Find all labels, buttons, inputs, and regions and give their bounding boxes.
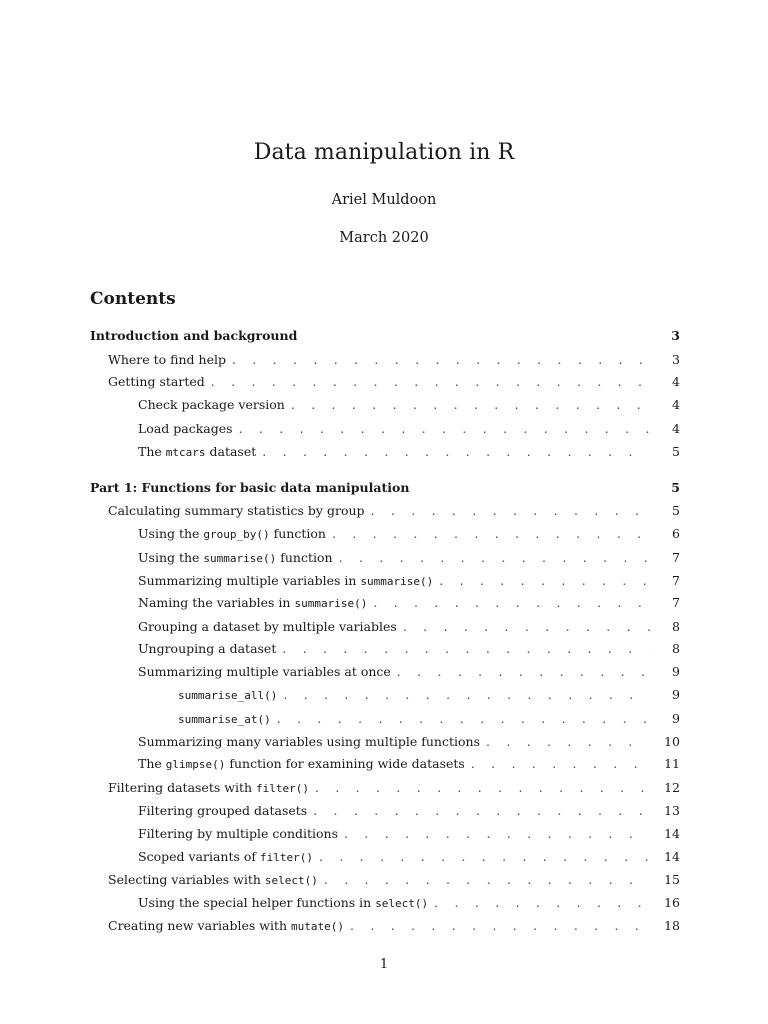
toc-page-number: 3 <box>672 352 680 367</box>
page-number: 1 <box>379 957 389 972</box>
toc-entry-title <box>108 776 309 801</box>
toc-text: Filtering datasets with <box>108 779 256 795</box>
toc-dot-leader <box>282 637 650 661</box>
toc-code-text: filter() <box>260 850 313 864</box>
toc-section[interactable] <box>90 324 680 348</box>
toc-entry[interactable] <box>108 370 680 394</box>
toc-page-number: 16 <box>664 895 680 910</box>
toc-text: Scoped variants of <box>138 848 260 864</box>
toc-text: The <box>138 443 166 459</box>
toc-text: Grouping a dataset by multiple variables <box>138 619 397 634</box>
toc-entry-title <box>138 822 338 846</box>
toc-page-number: 12 <box>664 780 680 795</box>
toc-entry-title <box>138 891 428 916</box>
toc-code-text: filter() <box>256 781 309 795</box>
toc-page-number: 5 <box>672 503 680 518</box>
toc-dot-leader <box>434 891 650 915</box>
toc-code-text: mutate() <box>291 919 345 933</box>
toc-page-number: 11 <box>664 756 680 771</box>
toc-entry[interactable] <box>138 822 680 846</box>
toc-entry-title <box>178 683 277 708</box>
toc-page-number: 5 <box>671 480 680 495</box>
toc-text: Summarizing many variables using multiple functions <box>138 734 480 749</box>
toc-dot-leader <box>439 569 650 593</box>
toc-text: Naming the variables in <box>138 594 295 610</box>
toc-page-number: 7 <box>672 573 680 588</box>
toc-page-number: 4 <box>672 374 680 389</box>
toc-dot-leader <box>291 393 650 417</box>
toc-dot-leader <box>277 707 650 731</box>
toc-entry-title <box>138 660 391 684</box>
toc-entry[interactable] <box>108 499 680 523</box>
toc-entry-title <box>138 440 256 465</box>
toc-page-number: 8 <box>672 641 680 656</box>
toc-entry-title <box>108 348 226 372</box>
toc-page-number: 18 <box>664 918 680 933</box>
toc-code-text: mtcars <box>165 445 206 459</box>
toc-text: function <box>269 525 326 541</box>
toc-dot-leader <box>283 683 650 707</box>
toc-text: Filtering grouped datasets <box>138 803 308 818</box>
toc-dot-leader <box>319 845 650 869</box>
toc-text: The <box>138 755 166 771</box>
toc-entry[interactable] <box>108 348 680 372</box>
toc-entry-title <box>138 845 313 870</box>
toc-entry-title <box>138 546 333 571</box>
toc-dot-leader <box>313 799 650 823</box>
toc-page-number: 4 <box>672 397 680 412</box>
toc-code-text: summarise_at() <box>178 712 271 726</box>
toc-dot-leader <box>324 868 650 892</box>
toc-entry[interactable] <box>138 615 680 639</box>
toc-dot-leader <box>403 615 650 639</box>
toc-page-number: 3 <box>671 328 680 343</box>
toc-text: Check package version <box>138 397 285 412</box>
toc-text: Summarizing multiple variables in <box>138 572 361 588</box>
toc-entry-title <box>138 417 233 441</box>
toc-text: Introduction and background <box>90 328 298 343</box>
toc-text: Load packages <box>138 421 233 436</box>
toc-entry[interactable] <box>138 891 680 915</box>
toc-text: Using the special helper functions in <box>138 894 376 910</box>
toc-dot-leader <box>371 499 650 523</box>
toc-entry-title <box>138 393 285 417</box>
toc-entry-title <box>138 799 307 823</box>
document-date: March 2020 <box>339 230 429 246</box>
toc-text: Summarizing multiple variables at once <box>138 664 391 679</box>
toc-page-number: 10 <box>664 734 680 749</box>
toc-code-text: summarise_all() <box>178 688 278 702</box>
toc-code-text: summarise() <box>360 574 434 588</box>
toc-page-number: 5 <box>672 444 680 459</box>
toc-page-number: 15 <box>664 872 680 887</box>
toc-text: Getting started <box>108 374 205 389</box>
toc-page-number: 6 <box>672 526 680 541</box>
toc-dot-leader <box>239 417 650 441</box>
toc-entry-title <box>108 914 344 939</box>
toc-entry[interactable] <box>138 546 680 570</box>
toc-entry[interactable] <box>108 868 680 892</box>
toc-dot-leader <box>332 522 650 546</box>
toc-entry[interactable] <box>108 914 680 938</box>
toc-entry[interactable] <box>138 799 680 823</box>
toc-text: Calculating summary statistics by group <box>108 503 365 518</box>
toc-entry[interactable] <box>138 845 680 869</box>
toc-entry[interactable] <box>138 522 680 546</box>
toc-text: Part 1: Functions for basic data manipulation <box>90 480 410 495</box>
contents-heading: Contents <box>90 289 176 309</box>
toc-dot-leader <box>339 546 650 570</box>
toc-entry[interactable] <box>138 591 680 615</box>
document-author: Ariel Muldoon <box>331 192 437 208</box>
toc-entry-title <box>138 615 397 639</box>
toc-code-text: select() <box>375 896 429 910</box>
toc-code-text: select() <box>264 873 318 887</box>
toc-entry[interactable] <box>178 707 680 731</box>
toc-entry[interactable] <box>138 660 680 684</box>
toc-text: Where to find help <box>108 352 226 367</box>
toc-entry-title <box>138 591 367 616</box>
toc-dot-leader <box>262 440 650 464</box>
toc-text: Selecting variables with <box>108 871 265 887</box>
document-title: Data manipulation in R <box>253 140 515 165</box>
toc-text: Creating new variables with <box>108 917 292 933</box>
toc-entry[interactable] <box>138 752 680 776</box>
toc-dot-leader <box>211 370 650 394</box>
toc-text: Using the <box>138 549 204 565</box>
toc-entry-title <box>178 707 271 732</box>
toc-page-number: 13 <box>664 803 680 818</box>
toc-page-number: 9 <box>672 687 680 702</box>
toc-page-number: 14 <box>664 849 680 864</box>
toc-entry-title <box>138 752 465 777</box>
toc-page-number: 7 <box>672 550 680 565</box>
toc-text: dataset <box>205 443 257 459</box>
toc-code-text: summarise() <box>203 551 277 565</box>
toc-dot-leader <box>344 822 650 846</box>
toc-entry-title <box>138 730 480 754</box>
toc-dot-leader <box>350 914 650 938</box>
toc-dot-leader <box>486 730 650 754</box>
toc-text: function <box>276 549 333 565</box>
toc-entry[interactable] <box>178 683 680 707</box>
toc-entry-title <box>108 370 205 394</box>
toc-text: Filtering by multiple conditions <box>138 826 339 841</box>
toc-code-text: group_by() <box>203 527 270 541</box>
toc-page-number: 4 <box>672 421 680 436</box>
toc-entry-title <box>108 499 365 523</box>
toc-code-text: glimpse() <box>165 757 226 771</box>
toc-entry[interactable] <box>138 393 680 417</box>
toc-entry[interactable] <box>138 417 680 441</box>
toc-text: function for examining wide datasets <box>225 755 465 771</box>
toc-page-number: 9 <box>672 664 680 679</box>
toc-entry-title <box>108 868 318 893</box>
toc-code-text: summarise() <box>294 596 368 610</box>
toc-dot-leader <box>373 591 650 615</box>
toc-entry-title <box>138 522 326 547</box>
toc-page-number: 8 <box>672 619 680 634</box>
toc-entry[interactable] <box>108 776 680 800</box>
toc-page-number: 14 <box>664 826 680 841</box>
toc-dot-leader <box>471 752 650 776</box>
toc-section[interactable] <box>90 476 680 500</box>
toc-page-number: 7 <box>672 595 680 610</box>
toc-entry[interactable] <box>138 440 680 464</box>
toc-entry-title <box>90 324 297 348</box>
toc-entry[interactable] <box>138 569 680 593</box>
toc-entry-title <box>90 476 409 500</box>
toc-dot-leader <box>232 348 650 372</box>
toc-text: Ungrouping a dataset <box>138 641 277 656</box>
toc-dot-leader <box>315 776 650 800</box>
toc-entry-title <box>138 637 276 661</box>
toc-entry[interactable] <box>138 637 680 661</box>
toc-dot-leader <box>397 660 650 684</box>
toc-page-number: 9 <box>672 711 680 726</box>
toc-entry[interactable] <box>138 730 680 754</box>
toc-text: Using the <box>138 525 204 541</box>
